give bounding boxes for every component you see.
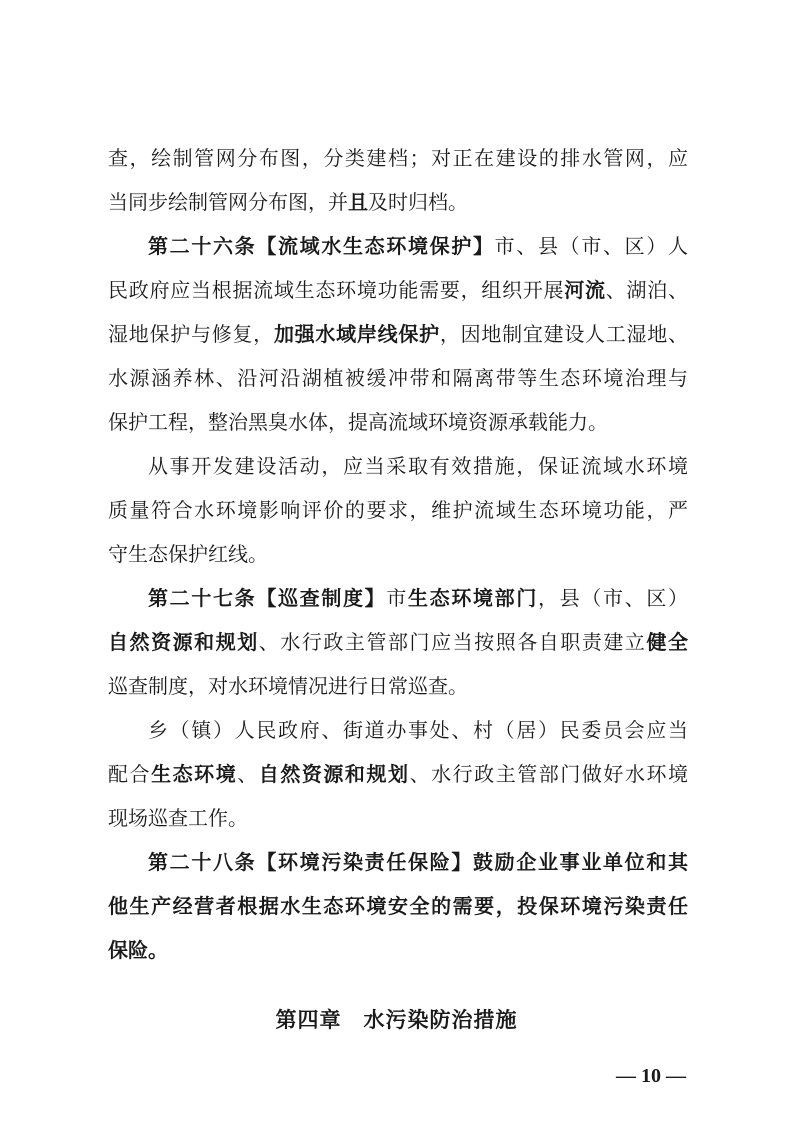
page-number: — 10 — (616, 1065, 686, 1087)
article-28-heading-line: 第二十八条【环境污染责任保险】鼓励企业事业单位和其 (148, 850, 688, 874)
text-line: 当同步绘制管网分布图，并且及时归档。 (108, 190, 468, 214)
text-line: 他生产经营者根据水生态环境安全的需要，投保环境污染责任 (108, 894, 688, 918)
text-line: 乡（镇）人民政府、街道办事处、村（居）民委员会应当 (148, 718, 688, 742)
text-line: 巡查制度，对水环境情况进行日常巡查。 (108, 674, 468, 698)
article-27-heading-line: 第二十七条【巡查制度】市生态环境部门，县（市、区） (148, 586, 689, 610)
text-line: 自然资源和规划、水行政主管部门应当按照各自职责建立健全 (108, 630, 689, 654)
text-line: 查，绘制管网分布图，分类建档；对正在建设的排水管网，应 (108, 146, 688, 170)
text-line: 从事开发建设活动，应当采取有效措施，保证流域水环境 (148, 454, 688, 478)
text-line: 守生态保护红线。 (108, 542, 268, 566)
text-line: 现场巡查工作。 (108, 806, 248, 830)
article-26-heading-line: 第二十六条【流域水生态环境保护】市、县（市、区）人 (148, 234, 689, 258)
chapter-title: 第四章 水污染防治措施 (275, 1008, 518, 1032)
text-line: 配合生态环境、自然资源和规划、水行政主管部门做好水环境 (108, 762, 689, 786)
text-line: 保险。 (108, 938, 168, 962)
text-line: 水源涵养林、沿河沿湖植被缓冲带和隔离带等生态环境治理与 (108, 366, 688, 390)
text-line: 民政府应当根据流域生态环境功能需要，组织开展河流、湖泊、 (108, 278, 689, 302)
text-line: 保护工程，整治黑臭水体，提高流域环境资源承载能力。 (108, 410, 608, 434)
text-line: 质量符合水环境影响评价的要求，维护流域生态环境功能，严 (108, 498, 688, 522)
text-line: 湿地保护与修复，加强水域岸线保护，因地制宜建设人工湿地、 (108, 322, 689, 346)
